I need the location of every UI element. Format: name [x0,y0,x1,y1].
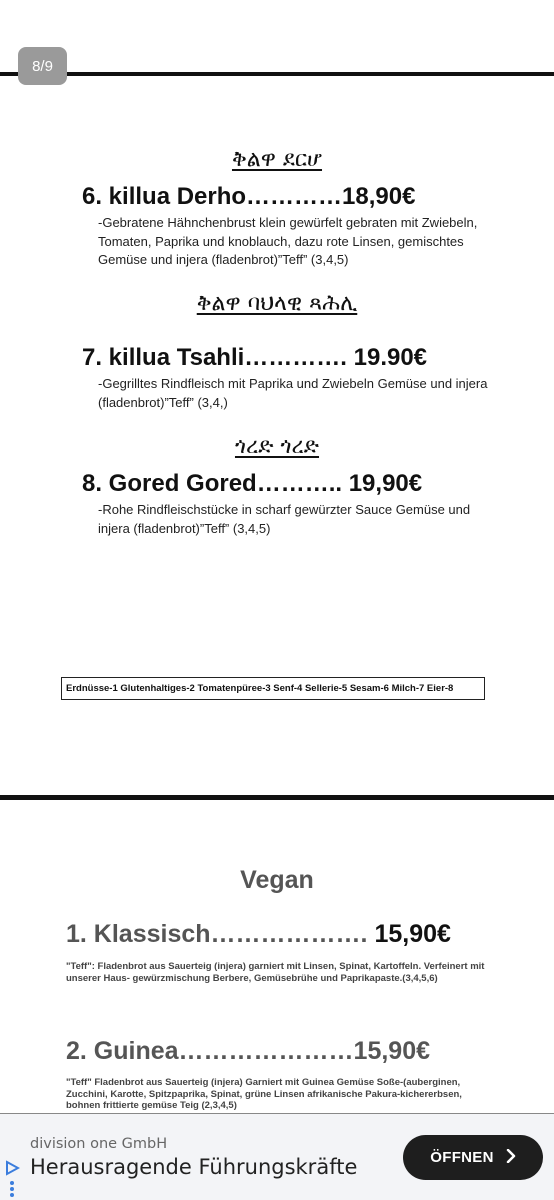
ad-open-label: ÖFFNEN [430,1149,494,1166]
dish-7-amharic-name: ቅልዋ ባህላዊ ጻሕሊ [196,291,358,316]
dish-6-description: -Gebratene Hähnchenbrust klein gewürfelt gebraten mit Zwiebeln, Tomaten, Paprika und knoblauch, dazu rote Linsen, gemischtes Gemüse und injera (fladenbrot)”Teff” (3,4,5) [98,215,478,267]
dish-6-amharic-name: ቅልዋ ደርሆ [231,147,323,172]
vegan-item-2-name: 2. Guinea………………… [66,1037,354,1065]
vegan-item-2-price: 15,90€ [353,1037,431,1065]
ad-banner[interactable] [0,1113,554,1200]
ad-headline[interactable]: Herausragende Führungskräfte [30,1155,358,1179]
ad-choices-icon[interactable] [4,1160,20,1181]
ad-advertiser: division one GmbH [30,1136,168,1152]
ad-open-button[interactable] [403,1135,543,1180]
vegan-item-1-price: 15,90€ [374,920,451,948]
vegan-item-2-title [66,1037,430,1066]
vegan-item-1-title [66,920,451,949]
more-options-icon[interactable] [9,1180,15,1200]
dish-8-amharic-name: ጎረድ ጎረድ [234,434,320,459]
page-indicator: 8/9 [18,47,67,85]
dish-7-description: -Gegrilltes Rindfleisch mit Paprika und Zwiebeln Gemüse und injera (fladenbrot)”Teff” (3,4,) [98,376,488,410]
dish-8-description: -Rohe Rindfleischstücke in scharf gewürzter Sauce Gemüse und injera (fladenbrot)”Teff” (3,4,5) [98,502,471,536]
vegan-item-1-name: 1. Klassisch………………. [66,920,375,948]
dish-7-title: 7. killua Tsahli…………. 19.90€ [82,344,428,371]
vegan-item-2-description: "Teff" Fladenbrot aus Sauerteig (injera) Garniert mit Guinea Gemüse Soße-(auberginen, Zucchini, Karotte, Spitzpaprika, Spinat, grüne Linsen afrikanische Pakura-kichererbsen, bohnen frittierte gemüse Teig (2,3,4,5) [66,1077,462,1111]
vegan-heading: Vegan [240,866,314,894]
page-separator [0,795,554,800]
chevron-right-icon [506,1149,516,1167]
dish-6-title: 6. killua Derho…………18,90€ [82,183,416,210]
allergen-legend: Erdnüsse-1 Glutenhaltiges-2 Tomatenpüree-3 Senf-4 Sellerie-5 Sesam-6 Milch-7 Eier-8 [61,677,485,700]
vegan-item-1-description: "Teff": Fladenbrot aus Sauerteig (injera) garniert mit Linsen, Spinat, Kartoffeln. Verfeinert mit unserer Haus- gewürzmischung Berbere, Gemüsebrühe und Paprikapaste.(3,4,5,6) [66,961,485,984]
page-top-rule [0,72,554,76]
dish-8-title: 8. Gored Gored……….. 19,90€ [82,470,423,497]
